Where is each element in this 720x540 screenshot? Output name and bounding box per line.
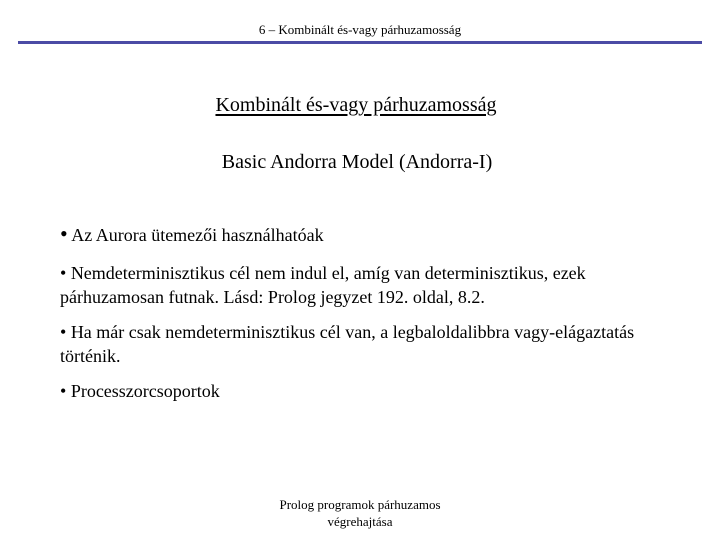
bullet-marker: • — [60, 263, 67, 283]
bullet-marker: • — [60, 221, 68, 246]
bullet-text: Processzorcsoportok — [70, 381, 220, 401]
bullet-marker: • — [60, 381, 67, 401]
header-rule — [18, 41, 702, 44]
bullet-text: Nemdeterminisztikus cél nem indul el, amíg van determinisztikus, ezek párhuzamosan futnak. Lásd: Prolog jegyzet 192. oldal, 8.2. — [60, 263, 586, 307]
footer-line: végrehajtása — [327, 514, 393, 529]
bullet-item — [60, 320, 660, 368]
slide-title: Kombinált és-vagy párhuzamosság — [215, 94, 497, 116]
bullet-text: Az Aurora ütemezői használhatóak — [71, 225, 324, 245]
slide-subtitle: Basic Andorra Model (Andorra-I) — [221, 151, 493, 173]
bullet-item — [60, 222, 660, 247]
footer-line: Prolog programok párhuzamos — [279, 497, 441, 512]
bullet-item — [60, 379, 660, 403]
bullet-text: Ha már csak nemdeterminisztikus cél van, a legbaloldalibbra vagy-elágaztatás történik. — [60, 322, 635, 366]
bullet-marker: • — [60, 322, 67, 342]
slide-header: 6 – Kombinált és-vagy párhuzamosság — [258, 22, 462, 37]
bullet-item — [60, 261, 660, 309]
slide-footer — [260, 496, 460, 530]
